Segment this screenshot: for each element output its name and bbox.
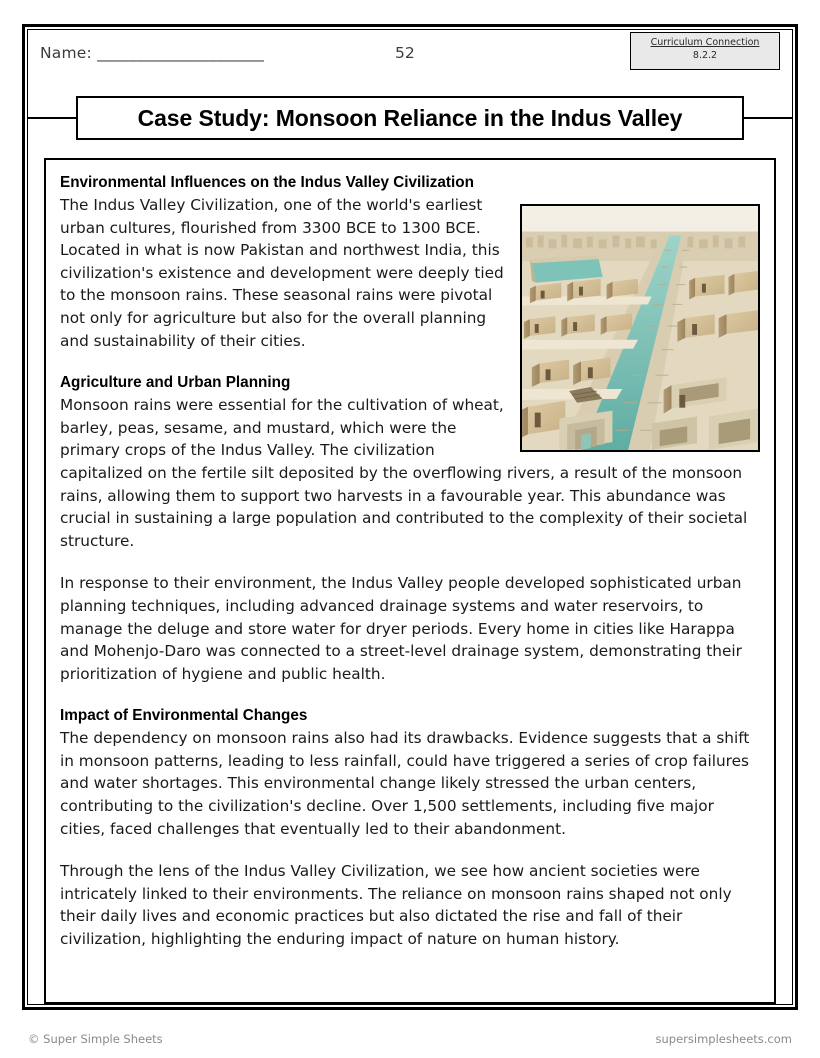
indus-valley-city-image	[522, 206, 758, 450]
indus-valley-city-illustration	[520, 204, 760, 452]
page-footer	[24, 1032, 796, 1052]
section-body-urban-response: In response to their environment, the Indus Valley people developed sophisticated urban planning techniques, including advanced drainage systems and water reservoirs, to manage the deluge and store water for dryer periods. Every home in cities like Harappa and Mohenjo-Daro was connected to a street-level drainage system, demonstrating their prioritization of hygiene and public health.	[60, 574, 742, 683]
footer-copyright: © Super Simple Sheets	[28, 1032, 163, 1046]
paragraph-spacer	[60, 552, 760, 572]
passage-article	[60, 172, 760, 951]
curriculum-connection-code: 8.2.2	[692, 50, 718, 61]
page-title: Case Study: Monsoon Reliance in the Indus Valley	[137, 104, 683, 131]
passage-container	[44, 158, 776, 1004]
section-heading-impact-environmental-changes: Impact of Environmental Changes	[60, 707, 308, 725]
title-rule-left	[28, 117, 76, 119]
section-heading-agriculture-urban-planning: Agriculture and Urban Planning	[60, 374, 291, 392]
section-body-impact-environmental-changes: The dependency on monsoon rains also had its drawbacks. Evidence suggests that a shift in monsoon patterns, leading to less rainfall, could have triggered a series of crop failures and water shortages. This environmental change likely stressed the urban centers, contributing to the civilization's decline. Over 1,500 settlements, including five major cities, faced challenges that eventually led to their abandonment.	[60, 729, 750, 838]
title-rule-right	[744, 117, 792, 119]
curriculum-connection-title: Curriculum Connection	[650, 37, 760, 48]
footer-website[interactable]: supersimplesheets.com	[655, 1032, 792, 1046]
title-box	[76, 96, 744, 140]
paragraph-spacer	[60, 840, 760, 860]
section-body-conclusion: Through the lens of the Indus Valley Civilization, we see how ancient societies were intricately linked to their environments. The reliance on monsoon rains shaped not only their daily lives and economic practices but also dictated the rise and fall of their civilization, highlighting the enduring impact of nature on human history.	[60, 862, 732, 949]
title-banner	[28, 96, 792, 140]
paragraph-spacer	[60, 685, 760, 705]
page-header	[40, 37, 780, 82]
page-number: 52	[395, 44, 415, 62]
section-body-environmental-influences: The Indus Valley Civilization, one of the world's earliest urban cultures, flourished from 3300 BCE to 1300 BCE. Located in what is now Pakistan and northwest India, this civilization's existence and development were deeply tied to the monsoon rains. These seasonal rains were pivotal not only for agriculture but also for the overall planning and sustainability of their cities.	[60, 196, 504, 350]
section-heading-environmental-influences: Environmental Influences on the Indus Valley Civilization	[60, 174, 474, 191]
section-body-agriculture-urban-planning: Monsoon rains were essential for the cultivation of wheat, barley, peas, sesame, and mustard, which were the primary crops of the Indus Valley. The civilization capitalized on the fertile silt deposited by the overflowing rivers, a result of the monsoon rains, allowing them to support two harvests in a favourable year. This abundance was crucial in sustaining a large population and contributed to the complexity of their societal structure.	[60, 396, 748, 550]
name-field-label[interactable]: Name: _____________________	[40, 44, 265, 62]
curriculum-connection-badge	[630, 32, 780, 70]
